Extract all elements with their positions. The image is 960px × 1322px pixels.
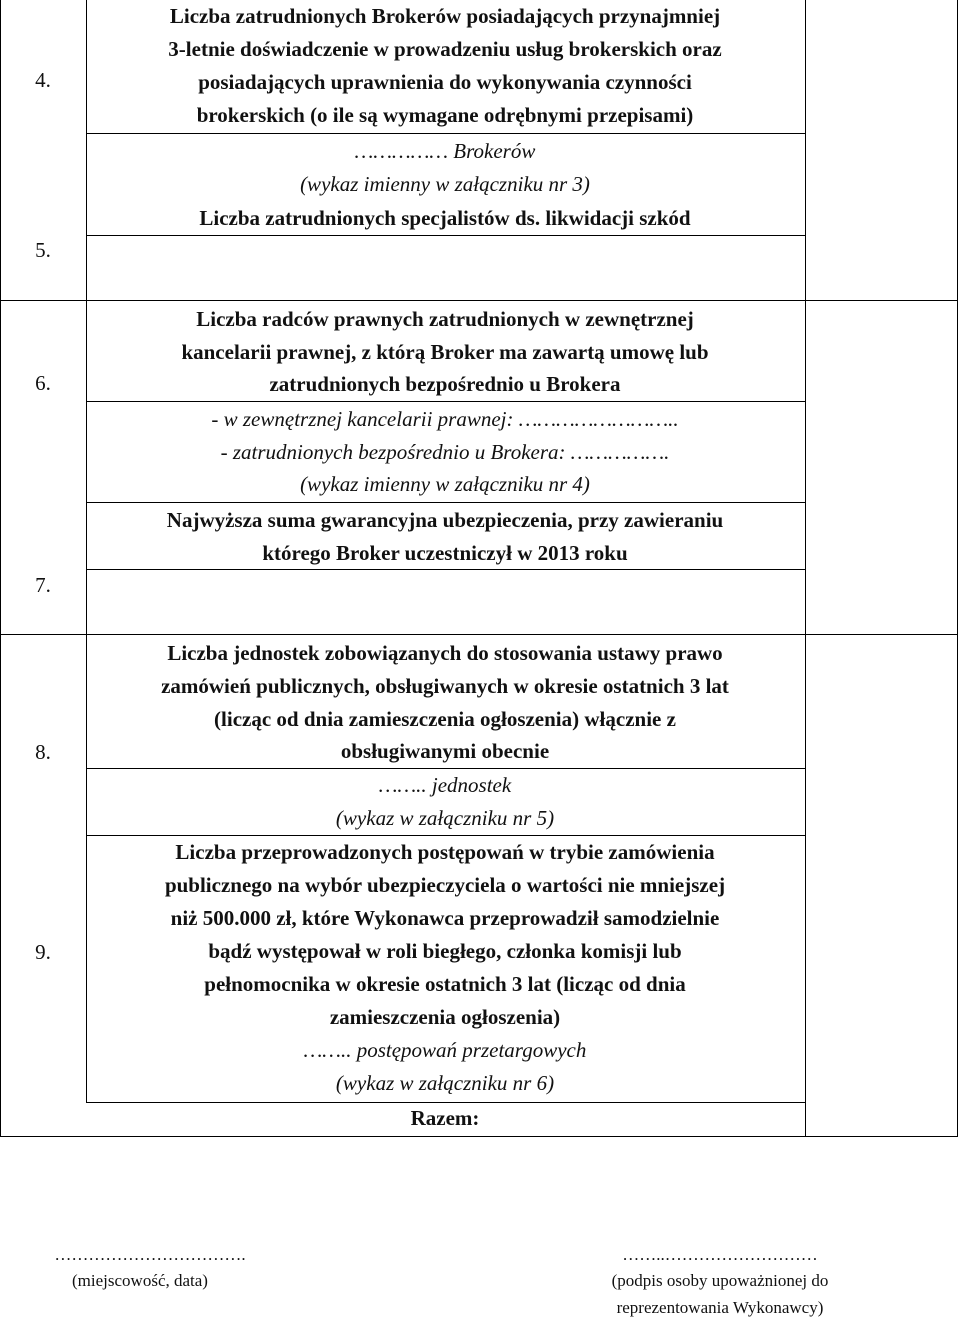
row-number-6: 6. [35, 371, 51, 395]
row6-bottom-border [86, 502, 805, 503]
row6-answer-external: - w zewnętrznej kancelarii prawnej: …………………….. [211, 407, 679, 431]
row4-heading-divider [86, 133, 805, 134]
row5-bottom-border [0, 300, 958, 301]
row-number-7: 7. [35, 573, 51, 597]
outer-left-border [0, 0, 1, 1137]
row9-attachment-note: (wykaz w załączniku nr 6) [335, 1071, 555, 1095]
row4-heading-line-3: posiadających uprawnienia do wykonywania czynności [198, 70, 692, 94]
row9-heading-line-6: zamieszczenia ogłoszenia) [329, 1005, 561, 1029]
row8-heading-line-2: zamówień publicznych, obsługiwanych w okresie ostatnich 3 lat [161, 674, 729, 698]
row8-heading-line-3: (licząc od dnia zamieszczenia ogłoszenia) włącznie z [214, 707, 676, 731]
row9-answer-proceedings: …….. postępowań przetargowych [303, 1038, 587, 1062]
row9-heading-line-4: bądź występował w roli biegłego, członka komisji lub [208, 939, 682, 963]
row9-heading-line-3: niż 500.000 zł, które Wykonawca przeprowadził samodzielnie [170, 906, 720, 930]
row7-bottom-border [0, 634, 958, 635]
row6-attachment-note: (wykaz imienny w załączniku nr 4) [300, 472, 590, 496]
row9-heading-line-5: pełnomocnika w okresie ostatnich 3 lat (licząc od dnia [204, 972, 686, 996]
row-number-9: 9. [35, 940, 51, 964]
value-column-divider [805, 0, 806, 1137]
row8-heading-line-1: Liczba jednostek zobowiązanych do stosowania ustawy prawo [167, 641, 723, 665]
row5-heading: Liczba zatrudnionych specjalistów ds. likwidacji szkód [199, 206, 691, 230]
signature-label-line-2: reprezentowania Wykonawcy) [616, 1298, 824, 1317]
row4-heading-line-1: Liczba zatrudnionych Brokerów posiadających przynajmniej [169, 4, 721, 28]
row4-answer-brokers: …………… Brokerów [354, 139, 536, 163]
row9-heading-line-1: Liczba przeprowadzonych postępowań w trybie zamówienia [175, 840, 715, 864]
row-number-4: 4. [35, 68, 51, 92]
row6-heading-line-1: Liczba radców prawnych zatrudnionych w zewnętrznej [196, 307, 694, 331]
row7-heading-line-1: Najwyższa suma gwarancyjna ubezpieczenia, przy zawieraniu [166, 508, 724, 532]
row6-heading-divider [86, 401, 805, 402]
row7-heading-line-2: którego Broker uczestniczył w 2013 roku [262, 541, 628, 565]
table-bottom-border [0, 1136, 958, 1137]
row6-answer-direct: - zatrudnionych bezpośrednio u Brokera: ……………. [220, 440, 670, 464]
row5-heading-divider [86, 235, 805, 236]
total-label: Razem: [410, 1106, 480, 1130]
outer-right-border [957, 0, 958, 1137]
row8-heading-line-4: obsługiwanymi obecnie [340, 739, 550, 763]
row9-heading-line-2: publicznego na wybór ubezpieczyciela o wartości nie mniejszej [164, 873, 726, 897]
row4-attachment-note: (wykaz imienny w załączniku nr 3) [300, 172, 590, 196]
row-number-5: 5. [35, 238, 51, 262]
row-number-8: 8. [35, 740, 51, 764]
row8-attachment-note: (wykaz w załączniku nr 5) [335, 806, 555, 830]
row4-heading-line-4: brokerskich (o ile są wymagane odrębnymi przepisami) [196, 103, 694, 127]
signature-label-line-1: (podpis osoby upoważnionej do [611, 1271, 829, 1290]
row6-heading-line-3: zatrudnionych bezpośrednio u Brokera [269, 372, 621, 396]
place-date-dots: ……………………………. [54, 1245, 246, 1264]
row6-heading-line-2: kancelarii prawnej, z którą Broker ma zawartą umowę lub [181, 340, 709, 364]
place-date-label: (miejscowość, data) [72, 1271, 208, 1290]
row8-answer-units: …….. jednostek [378, 773, 512, 797]
signature-dots: ……..……………………… [622, 1245, 818, 1264]
row4-heading-line-2: 3-letnie doświadczenie w prowadzeniu usług brokerskich oraz [168, 37, 722, 61]
